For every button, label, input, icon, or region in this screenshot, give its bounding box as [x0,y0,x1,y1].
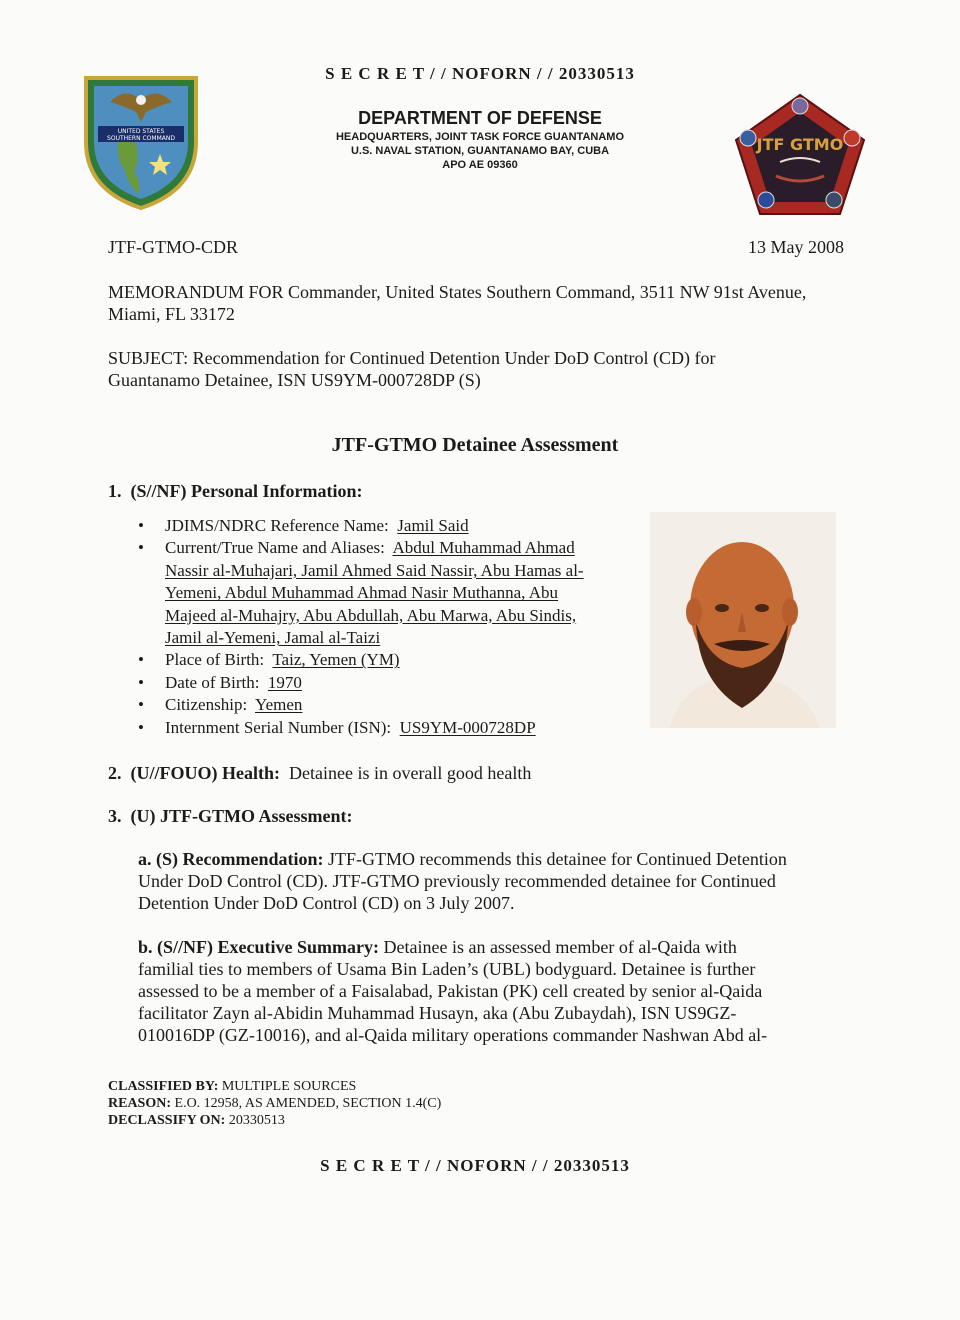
section-1-title: (S//NF) Personal Information: [130,481,363,501]
classification-banner-bottom: S E C R E T / / NOFORN / / 20330513 [320,1156,630,1175]
info-label: Date of Birth: [165,672,260,692]
info-label: Place of Birth: [165,650,265,670]
paragraph-line: assessed to be a member of a Faisalabad, Pakistan (PK) cell created by senior al-Qaida [138,981,763,1001]
document-title: JTF-GTMO Detainee Assessment [331,434,619,456]
section-3a [138,848,858,914]
info-label: JDIMS/NDRC Reference Name: [165,516,389,535]
section-2-number: 2. [108,763,122,783]
seal-right-text: JTF GTMO [756,135,844,154]
classification-banner-top: S E C R E T / / NOFORN / / 20330513 [325,64,635,83]
classified-by-value: MULTIPLE SOURCES [221,1079,357,1094]
letterhead-line-1: HEADQUARTERS, JOINT TASK FORCE GUANTANAMO [335,131,625,143]
classified-by-label: CLASSIFIED BY: [108,1079,219,1094]
list-item [138,515,638,537]
declassify-value: 20330513 [228,1113,285,1128]
section-3-heading [108,806,352,827]
declassify-label: DECLASSIFY ON: [108,1113,226,1128]
letterhead-line-2: U.S. NAVAL STATION, GUANTANAMO BAY, CUBA [350,145,610,157]
section-3a-line-1 [138,848,858,870]
memo-line-1: MEMORANDUM FOR Commander, United States Southern Command, 3511 NW 91st Avenue, [108,282,807,302]
info-value: Taiz, Yemen (YM) [272,650,400,670]
paragraph-line: JTF-GTMO recommends this detainee for Continued Detention [327,849,787,869]
memo-date: 13 May 2008 [748,237,844,257]
paragraph-line: Under DoD Control (CD). JTF-GTMO previously recommended detainee for Continued [138,871,776,891]
info-value: 1970 [267,672,302,692]
section-2 [108,762,531,784]
section-2-text: Detainee is in overall good health [288,763,532,783]
jtf-gtmo-seal [732,92,868,218]
section-3b-title: (S//NF) Executive Summary: [157,937,379,957]
reason-value: E.O. 12958, AS AMENDED, SECTION 1.4(C) [174,1096,442,1111]
section-1-heading [108,481,362,502]
section-3b [138,936,858,1046]
paragraph-line: facilitator Zayn al-Abidin Muhammad Husayn, aka (Abu Zubaydah), ISN US9GZ- [138,1003,737,1023]
section-2-title: (U//FOUO) Health: [130,763,280,783]
info-value: Yemen [255,695,303,715]
letterhead-line-3: APO AE 09360 [442,159,518,171]
memo-line-2: Miami, FL 33172 [108,304,235,324]
list-item [138,649,638,671]
subject [108,347,848,391]
info-value: US9YM-000728DP [399,717,536,737]
paragraph-line: familial ties to members of Usama Bin Laden’s (UBL) bodyguard. Detainee is further [138,959,756,979]
list-item [138,717,638,739]
svg-text:UNITED STATES: UNITED STATES [117,128,165,135]
section-1-number: 1. [108,481,122,501]
letterhead-address [260,130,700,172]
alias-line: Majeed al-Muhajry, Abu Abdullah, Abu Marwa, Abu Sindis, [165,605,577,625]
section-3b-label: b. [138,937,153,957]
section-3-number: 3. [108,806,122,826]
svg-text:SOUTHERN COMMAND: SOUTHERN COMMAND [107,135,175,142]
list-item [138,537,638,649]
declassify-on [108,1112,441,1129]
detainee-photo [650,512,836,728]
info-value: Jamil Said [397,516,469,535]
southcom-seal [80,72,202,212]
info-label: Citizenship: [165,695,248,715]
reason [108,1095,441,1112]
alias-line: Nassir al-Muhajari, Jamil Ahmed Said Nassir, Abu Hamas al- [165,560,584,580]
classification-block [108,1078,441,1129]
section-3a-title: (S) Recommendation: [156,849,324,869]
section-3b-line-1 [138,936,858,958]
paragraph-line: 010016DP (GZ-10016), and al-Qaida military operations commander Nashwan Abd al- [138,1025,768,1045]
subject-line-1: SUBJECT: Recommendation for Continued Detention Under DoD Control (CD) for [108,348,716,368]
info-label: Current/True Name and Aliases: [165,538,385,558]
personal-info-list [138,515,638,739]
department-title: DEPARTMENT OF DEFENSE [358,108,602,128]
alias-line: Yemeni, Abdul Muhammad Ahmad Nasir Muthanna, Abu [165,583,559,603]
alias-line: Jamil al-Yemeni, Jamal al-Taizi [165,628,381,648]
list-item [138,672,638,694]
office-symbol: JTF-GTMO-CDR [108,237,239,257]
paragraph-line: Detainee is an assessed member of al-Qaida with [383,937,737,957]
classified-by [108,1078,441,1095]
reason-label: REASON: [108,1096,172,1111]
section-3a-label: a. [138,849,152,869]
info-value: Abdul Muhammad Ahmad [392,538,575,558]
memorandum-for [108,281,848,325]
list-item [138,694,638,716]
paragraph-line: Detention Under DoD Control (CD) on 3 July 2007. [138,893,515,913]
info-label: Internment Serial Number (ISN): [165,717,392,737]
section-3-title: (U) JTF-GTMO Assessment: [130,806,353,826]
subject-line-2: Guantanamo Detainee, ISN US9YM-000728DP (S) [108,370,481,390]
